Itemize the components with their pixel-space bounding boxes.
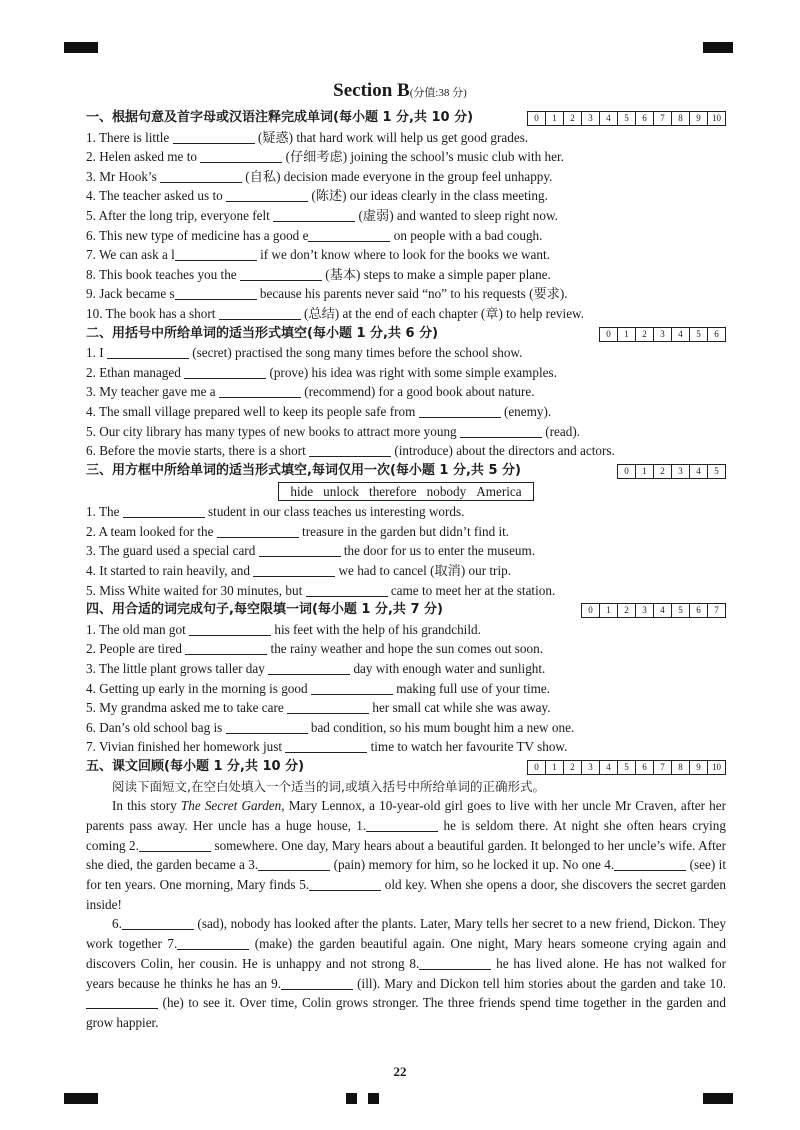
page-number: 22 <box>393 1064 407 1079</box>
question-line <box>86 502 726 522</box>
score-cell[interactable]: 3 <box>635 604 653 617</box>
registration-mark-bottom-center-1 <box>346 1093 357 1104</box>
question-line <box>86 581 726 601</box>
score-cell[interactable]: 0 <box>534 762 539 772</box>
question-text: (introduce) about the directors and actors. <box>391 443 615 459</box>
passage-text: (ill). Mary and Dickon tell him stories about the garden and take 10. <box>353 975 726 991</box>
question-line <box>86 718 726 738</box>
answer-blank[interactable] <box>309 442 391 457</box>
score-cell[interactable]: 9 <box>689 761 707 774</box>
word-box-word: therefore <box>369 483 417 499</box>
answer-blank[interactable] <box>308 227 390 242</box>
worksheet-content <box>86 108 726 1033</box>
score-cell[interactable]: 2 <box>617 604 635 617</box>
question-text: (secret) practised the song many times before the school show. <box>188 345 523 361</box>
question-line <box>86 698 726 718</box>
question-line <box>86 147 726 167</box>
question-text: (总结) at the end of each chapter (章) to help review. <box>300 305 585 321</box>
score-cell[interactable]: 0 <box>606 328 611 339</box>
word-box-word: America <box>476 483 522 499</box>
question-text: 1. The <box>86 504 123 520</box>
answer-blank[interactable] <box>175 246 257 261</box>
answer-blank[interactable] <box>175 285 257 300</box>
part-heading-3 <box>86 461 726 481</box>
question-text: his feet with the help of his grandchild. <box>271 621 481 637</box>
passage-text: he has lived alone. He has not walked for years because he thinks he has an 9. <box>86 955 727 991</box>
score-cell[interactable]: 5 <box>671 604 689 617</box>
word-box-frame <box>278 482 533 501</box>
answer-blank[interactable] <box>460 423 542 438</box>
answer-blank[interactable] <box>226 719 308 734</box>
question-text: 6. Dan’s old school bag is <box>86 719 226 735</box>
passage-text: (he) to see it. Over time, Colin grows stronger. The three friends spend time together in the garden and grow happier. <box>86 995 726 1030</box>
passage-text: , Mary Lennox, a 10-year-old girl goes to live with her uncle Mr Craven, after her parents pass away. Her uncle has a huge house, 1. <box>86 798 726 833</box>
question-line <box>86 382 726 402</box>
score-cell[interactable]: 8 <box>671 761 689 774</box>
word-box-word: nobody <box>426 483 467 499</box>
question-text: 6. This new type of medicine has a good e <box>86 227 309 243</box>
question-text: on people with a bad cough. <box>390 227 543 243</box>
answer-blank[interactable] <box>185 640 267 655</box>
answer-blank[interactable] <box>287 699 369 714</box>
word-box <box>86 480 726 502</box>
score-grid <box>599 327 726 342</box>
question-line <box>86 206 726 226</box>
answer-blank[interactable] <box>123 503 205 518</box>
part-heading-1 <box>86 108 726 128</box>
part-heading-text: 二、用括号中所给单词的适当形式填空(每小题 1 分,共 6 分) <box>86 325 439 341</box>
score-cell[interactable]: 6 <box>635 112 653 125</box>
question-line <box>86 343 726 363</box>
score-cell[interactable]: 2 <box>563 761 581 774</box>
question-text: 4. Getting up early in the morning is good <box>86 680 311 696</box>
registration-mark-bottom-left <box>64 1093 98 1104</box>
question-line <box>86 737 726 757</box>
score-cell[interactable]: 1 <box>545 112 563 125</box>
question-text: 1. The old man got <box>86 621 190 637</box>
score-cell[interactable]: 6 <box>635 761 653 774</box>
answer-blank[interactable] <box>226 187 308 202</box>
question-text: if we don’t know where to look for the books we want. <box>256 247 550 263</box>
question-text: (prove) his idea was right with some simple examples. <box>266 364 557 380</box>
score-cell[interactable]: 7 <box>653 761 671 774</box>
passage-blank[interactable] <box>122 915 194 930</box>
question-text: 9. Jack became s <box>86 286 175 302</box>
section-score: (分值:38 分) <box>409 87 467 99</box>
score-cell[interactable]: 1 <box>545 761 563 774</box>
question-text: (enemy). <box>500 403 552 419</box>
question-text: (疑惑) that hard work will help us get good grades. <box>254 129 529 145</box>
registration-mark-bottom-center-2 <box>368 1093 379 1104</box>
passage-blank[interactable] <box>258 856 330 871</box>
question-text: the rainy weather and hope the sun comes out soon. <box>267 641 544 657</box>
answer-blank[interactable] <box>285 738 367 753</box>
passage-text: (see) it for ten years. One morning, Mary finds 5. <box>86 857 726 892</box>
score-cell[interactable]: 4 <box>599 112 617 125</box>
answer-blank[interactable] <box>160 168 242 183</box>
question-text: (recommend) for a good book about nature. <box>300 384 535 400</box>
answer-blank[interactable] <box>107 344 189 359</box>
question-text: 7. Vivian finished her homework just <box>86 739 286 755</box>
passage-text: he is seldom there. At night she often hears crying coming 2. <box>86 817 726 853</box>
question-text: 4. The teacher asked us to <box>86 188 227 204</box>
question-text: came to meet her at the station. <box>387 582 556 598</box>
score-cell[interactable]: 5 <box>689 328 707 341</box>
score-cell[interactable]: 1 <box>635 465 653 478</box>
question-line <box>86 541 726 561</box>
question-line <box>86 363 726 383</box>
registration-mark-top-left <box>64 42 98 53</box>
section-title-text: Section B <box>333 80 410 101</box>
score-cell[interactable]: 3 <box>653 328 671 341</box>
question-text: (虚弱) and wanted to sleep right now. <box>355 207 558 223</box>
question-text: 4. It started to rain heavily, and <box>86 563 254 579</box>
score-cell[interactable]: 7 <box>707 604 725 617</box>
question-line <box>86 402 726 422</box>
score-cell[interactable]: 4 <box>671 328 689 341</box>
passage-instruction: 阅读下面短文,在空白处填入一个适当的词,或填入括号中所给单词的正确形式。 <box>112 778 545 794</box>
question-line <box>86 167 726 187</box>
part-heading-text: 一、根据句意及首字母或汉语注释完成单词(每小题 1 分,共 10 分) <box>86 110 474 125</box>
question-line <box>86 265 726 285</box>
question-text: (基本) steps to make a simple paper plane. <box>321 266 551 282</box>
passage-text: (make) the garden beautiful again. One night, Mary hears someone crying again and discovers Colin, her cousin. He is unhappy and not strong 8. <box>86 936 726 971</box>
passage-paragraph <box>86 796 726 914</box>
score-cell[interactable]: 9 <box>689 112 707 125</box>
part-heading-5 <box>86 757 726 777</box>
question-text: 4. The small village prepared well to keep its people safe from <box>86 403 419 419</box>
answer-blank[interactable] <box>311 680 393 695</box>
answer-blank[interactable] <box>219 383 301 398</box>
question-line <box>86 620 726 640</box>
question-text: 7. We can ask a l <box>86 247 175 263</box>
answer-blank[interactable] <box>184 364 266 379</box>
score-cell[interactable]: 10 <box>707 112 725 125</box>
score-cell[interactable]: 10 <box>707 761 725 774</box>
question-text: (read). <box>541 423 581 439</box>
question-line <box>86 679 726 699</box>
word-box-word: unlock <box>323 483 360 499</box>
question-text: 3. The little plant grows taller day <box>86 661 269 677</box>
passage-text: (pain) memory for him, so he locked it up. No one 4. <box>330 857 615 873</box>
question-line <box>86 226 726 246</box>
score-cell[interactable]: 3 <box>581 112 599 125</box>
passage-text: (sad), nobody has looked after the plants. Later, Mary tells her secret to a new friend, Dickon. They work together 7. <box>86 916 726 952</box>
section-title <box>0 80 800 102</box>
passage-blank[interactable] <box>177 935 249 950</box>
question-text: 6. Before the movie starts, there is a short <box>86 443 310 459</box>
answer-blank[interactable] <box>189 621 271 636</box>
score-cell[interactable]: 6 <box>689 604 707 617</box>
question-line <box>86 186 726 206</box>
score-cell[interactable]: 4 <box>599 761 617 774</box>
question-text: 2. A team looked for the <box>86 523 217 539</box>
question-line <box>86 639 726 659</box>
answer-blank[interactable] <box>173 129 255 144</box>
part-heading-4 <box>86 600 726 620</box>
passage-text: In this story <box>112 798 181 814</box>
answer-blank[interactable] <box>273 207 355 222</box>
score-cell[interactable]: 5 <box>617 761 635 774</box>
score-grid <box>617 464 726 479</box>
answer-blank[interactable] <box>259 542 341 557</box>
passage-text: old key. When she opens a door, she discovers the secret garden inside! <box>86 877 726 912</box>
answer-blank[interactable] <box>306 582 388 597</box>
passage-text: 6. <box>112 916 122 932</box>
question-line <box>86 522 726 542</box>
question-text: because his parents never said “no” to his requests (要求). <box>256 286 568 302</box>
score-grid <box>527 111 726 126</box>
question-text: making full use of your time. <box>392 680 551 696</box>
score-cell[interactable]: 2 <box>653 465 671 478</box>
question-text: (陈述) our ideas clearly in the class meeting. <box>308 188 548 204</box>
score-cell[interactable]: 5 <box>617 112 635 125</box>
question-text: 10. The book has a short <box>86 305 219 321</box>
question-text: 3. Mr Hook’s <box>86 168 160 184</box>
question-text: 1. There is little <box>86 129 173 145</box>
question-text: 2. People are tired <box>86 641 186 657</box>
score-cell[interactable]: 1 <box>599 604 617 617</box>
answer-blank[interactable] <box>253 562 335 577</box>
score-cell[interactable]: 4 <box>653 604 671 617</box>
passage-blank[interactable] <box>419 955 491 970</box>
question-line <box>86 659 726 679</box>
question-text: 5. Miss White waited for 30 minutes, but <box>86 582 306 598</box>
registration-mark-top-right <box>703 42 733 53</box>
passage-blank[interactable] <box>309 876 381 891</box>
passage-blank[interactable] <box>366 817 438 832</box>
question-text: her small cat while she was away. <box>369 700 551 716</box>
question-line <box>86 284 726 304</box>
score-grid <box>581 603 726 618</box>
passage-text: somewhere. One day, Mary hears about a beautiful garden. It belonged to her uncle’s wife. After she died, the garden became a 3. <box>86 837 726 873</box>
score-cell[interactable]: 3 <box>671 465 689 478</box>
question-line <box>86 304 726 324</box>
answer-blank[interactable] <box>219 305 301 320</box>
score-cell[interactable]: 2 <box>563 112 581 125</box>
question-text: we had to cancel (取消) our trip. <box>335 563 512 579</box>
question-text: 1. I <box>86 345 107 361</box>
score-cell[interactable]: 0 <box>624 465 629 476</box>
question-text: 3. My teacher gave me a <box>86 384 219 400</box>
question-text: the door for us to enter the museum. <box>340 543 536 559</box>
question-text: bad condition, so his mum bought him a new one. <box>307 719 575 735</box>
score-cell[interactable]: 8 <box>671 112 689 125</box>
question-text: 2. Helen asked me to <box>86 149 201 165</box>
score-cell[interactable]: 3 <box>581 761 599 774</box>
registration-mark-bottom-right <box>703 1093 733 1104</box>
question-text: 5. After the long trip, everyone felt <box>86 207 274 223</box>
passage-blank[interactable] <box>281 975 353 990</box>
question-line <box>86 441 726 461</box>
answer-blank[interactable] <box>217 523 299 538</box>
score-cell[interactable]: 1 <box>617 328 635 341</box>
score-cell[interactable]: 6 <box>707 328 725 341</box>
score-cell[interactable]: 0 <box>534 113 539 123</box>
question-text: 5. Our city library has many types of new books to attract more young <box>86 423 460 439</box>
question-line <box>86 561 726 581</box>
book-title-italic: The Secret Garden <box>180 798 282 814</box>
question-text: time to watch her favourite TV show. <box>367 739 568 755</box>
answer-blank[interactable] <box>419 403 501 418</box>
score-cell[interactable]: 7 <box>653 112 671 125</box>
score-cell[interactable]: 0 <box>588 605 593 616</box>
question-text: 8. This book teaches you the <box>86 266 240 282</box>
score-cell[interactable]: 4 <box>689 465 707 478</box>
part-heading-text: 四、用合适的词完成句子,每空限填一词(每小题 1 分,共 7 分) <box>86 602 443 618</box>
question-line <box>86 422 726 442</box>
question-text: student in our class teaches us interesting words. <box>204 504 465 520</box>
question-text: 3. The guard used a special card <box>86 543 259 559</box>
question-text: (仔细考虑) joining the school’s music club with her. <box>282 149 564 165</box>
question-text: day with enough water and sunlight. <box>350 661 546 677</box>
score-cell[interactable]: 2 <box>635 328 653 341</box>
part-heading-2 <box>86 324 726 344</box>
part-heading-text: 五、课文回顾(每小题 1 分,共 10 分) <box>86 759 305 774</box>
question-text: (自私) decision made everyone in the group feel unhappy. <box>242 168 553 184</box>
part-heading-text: 三、用方框中所给单词的适当形式填空,每词仅用一次(每小题 1 分,共 5 分) <box>86 462 521 478</box>
question-line <box>86 245 726 265</box>
passage-paragraph <box>86 914 726 1032</box>
question-text: 2. Ethan managed <box>86 364 185 380</box>
passage-blank[interactable] <box>614 856 686 871</box>
answer-blank[interactable] <box>240 266 322 281</box>
passage-blank[interactable] <box>86 994 158 1009</box>
question-text: 5. My grandma asked me to take care <box>86 700 288 716</box>
word-box-word: hide <box>290 483 314 499</box>
score-grid <box>527 760 726 775</box>
passage-blank[interactable] <box>139 837 211 852</box>
answer-blank[interactable] <box>200 148 282 163</box>
question-line <box>86 128 726 148</box>
score-cell[interactable]: 5 <box>707 465 725 478</box>
question-text: treasure in the garden but didn’t find it. <box>298 523 510 539</box>
answer-blank[interactable] <box>268 660 350 675</box>
